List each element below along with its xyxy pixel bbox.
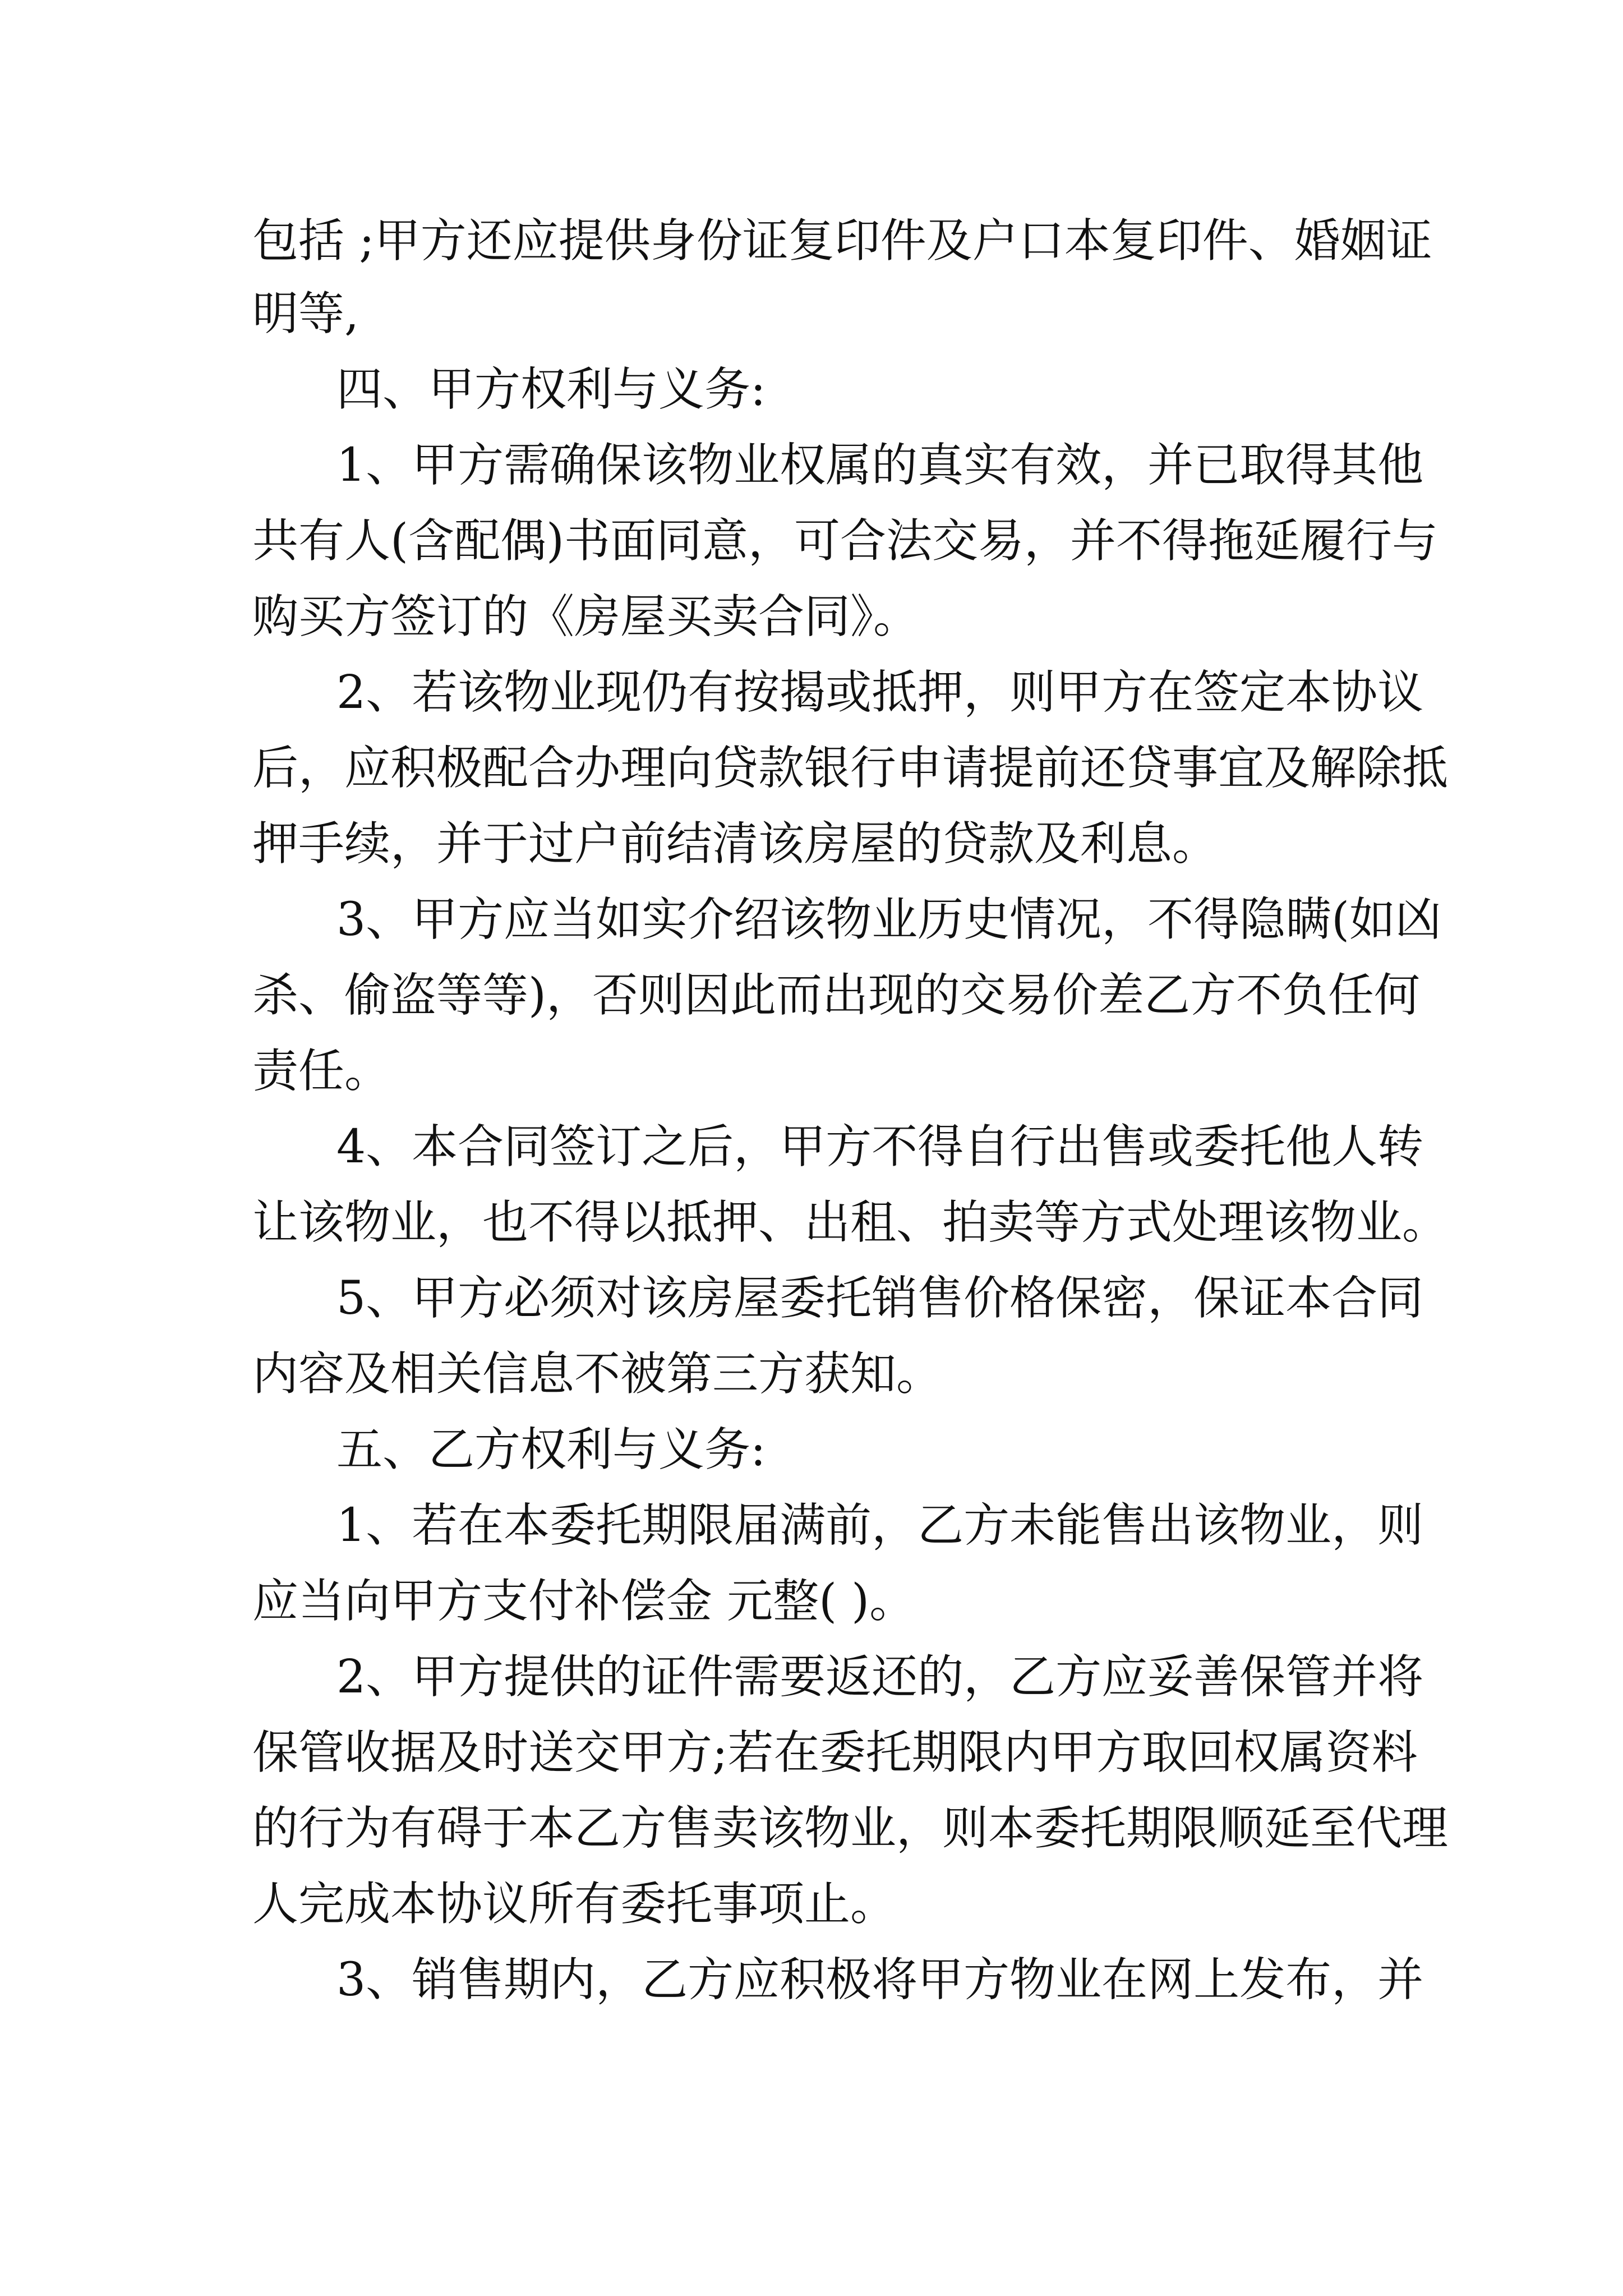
text-line: 后，应积极配合办理向贷款银行申请提前还贷事宜及解除抵 [252,742,1449,795]
text-line: 购买方签订的《房屋买卖合同》。 [252,590,920,643]
text-line: 明等, [252,287,359,341]
section-heading: 五、乙方权利与义务: [336,1423,766,1476]
text-line: 包括 ;甲方还应提供身份证复印件及户口本复印件、婚姻证 [252,214,1432,268]
text-line: 3、甲方应当如实介绍该物业历史情况，不得隐瞒(如凶 [336,893,1442,946]
text-line: 应当向甲方支付补偿金 元整( )。 [252,1575,916,1628]
text-line: 内容及相关信息不被第三方获知。 [252,1347,943,1401]
text-line: 保管收据及时送交甲方;若在委托期限内甲方取回权属资料 [252,1726,1418,1779]
text-line: 人完成本协议所有委托事项止。 [252,1878,897,1931]
text-line: 的行为有碍于本乙方售卖该物业，则本委托期限顺延至代理 [252,1802,1449,1855]
text-line: 责任。 [252,1045,391,1098]
text-line: 让该物业，也不得以抵押、出租、拍卖等方式处理该物业。 [252,1196,1449,1249]
text-line: 共有人(含配偶)书面同意，可合法交易，并不得拖延履行与 [252,514,1438,568]
text-line: 3、销售期内，乙方应积极将甲方物业在网上发布，并 [336,1953,1424,2007]
section-heading: 四、甲方权利与义务: [336,363,766,416]
text-line: 4、本合同签订之后，甲方不得自行出售或委托他人转 [336,1120,1424,1174]
text-line: 2、甲方提供的证件需要返还的，乙方应妥善保管并将 [336,1650,1424,1704]
text-line: 1、甲方需确保该物业权属的真实有效，并已取得其他 [336,439,1424,492]
text-line: 1、若在本委托期限届满前，乙方未能售出该物业，则 [336,1499,1424,1552]
text-line: 押手续，并于过户前结清该房屋的贷款及利息。 [252,817,1219,871]
text-line: 2、若该物业现仍有按揭或抵押，则甲方在签定本协议 [336,666,1424,719]
text-line: 5、甲方必须对该房屋委托销售价格保密，保证本合同 [336,1272,1424,1325]
text-line: 杀、偷盗等等)，否则因此而出现的交易价差乙方不负任何 [252,969,1420,1022]
